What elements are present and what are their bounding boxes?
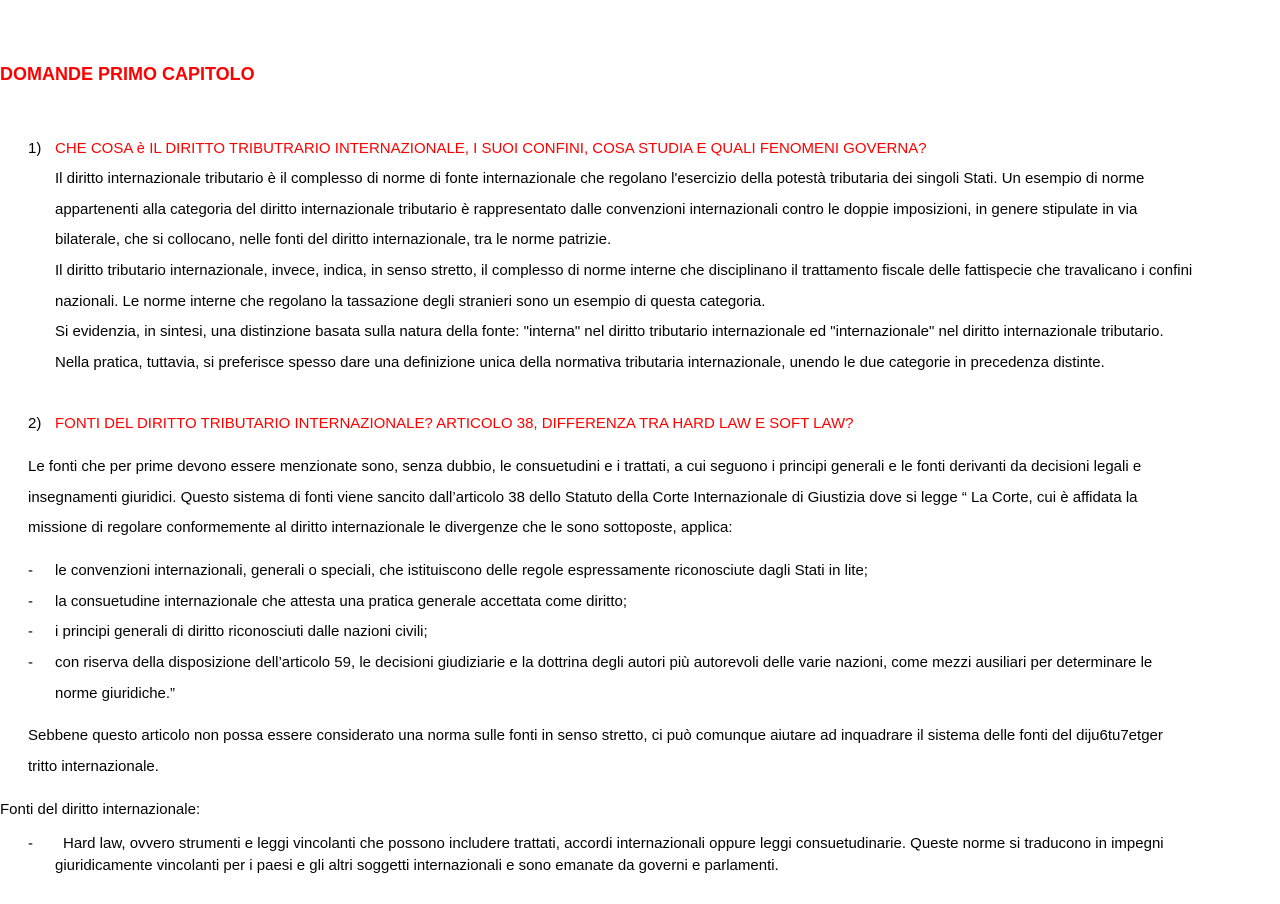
document-title: DOMANDE PRIMO CAPITOLO bbox=[0, 64, 255, 84]
list-item bbox=[28, 556, 1198, 587]
list-item bbox=[28, 833, 1200, 877]
answer-1-paragraph-2: Il diritto tributario internazionale, invece, indica, in senso stretto, il complesso di norme interne che disciplinano il trattamento fiscale delle fattispecie che travalicano i confini nazionali. Le norme interne che regolano la tassazione degli stranieri sono un esempio di questa categoria. bbox=[55, 262, 1193, 310]
fonti-heading: Fonti del diritto internazionale: bbox=[0, 801, 201, 818]
list-item-text: Hard law, ovvero strumenti e leggi vincolanti che possono includere trattati, accordi internazionali oppure leggi consuetudinarie. Queste norme si traducono in impegni giuridicamente vincolanti per i paesi e gli altri soggetti internazionali e sono emanate da governi e parlamenti. bbox=[55, 835, 1164, 874]
list-dash: - bbox=[28, 623, 33, 640]
list-dash: - bbox=[28, 654, 33, 671]
answer-2-intro: Le fonti che per prime devono essere menzionate sono, senza dubbio, le consuetudini e i trattati, a cui seguono i principi generali e le fonti derivanti da decisioni legali e insegnamenti giuridici. Questo sistema di fonti viene sancito dall’articolo 38 dello Statuto della Corte Internazionale di Giustizia dove si legge “ La Corte, cui è affidata la missione di regolare conformemente al diritto internazionale le divergenze che le sono sottoposte, applica: bbox=[28, 458, 1142, 537]
answer-1-paragraph-1: Il diritto internazionale tributario è il complesso di norme di fonte internazionale che regolano l'esercizio della potestà tributaria dei singoli Stati. Un esempio di norme appartenenti alla categoria del diritto internazionale tributario è rappresentato dalle convenzioni internazionali contro le doppie imposizioni, in genere stipulate in via bilaterale, che si collocano, nelle fonti del diritto internazionale, tra le norme patrizie. bbox=[55, 170, 1145, 249]
list-item-text: i principi generali di diritto riconosciuti dalle nazioni civili; bbox=[55, 623, 428, 640]
question-2 bbox=[28, 414, 853, 434]
answer-1-paragraph-3: Si evidenzia, in sintesi, una distinzione basata sulla natura della fonte: "interna" nel diritto tributario internazionale ed "internazionale" nel diritto internazionale tributario. Nella pratica, tuttavia, si preferisce spesso dare una definizione unica della normativa tributaria internazionale, unendo le due categorie in precedenza distinte. bbox=[55, 323, 1164, 371]
list-item bbox=[28, 587, 1198, 618]
list-item-text: la consuetudine internazionale che attesta una pratica generale accettata come diritto; bbox=[55, 593, 628, 610]
list-item bbox=[28, 617, 1198, 648]
list-dash: - bbox=[28, 593, 33, 610]
question-1 bbox=[28, 139, 927, 159]
list-dash: - bbox=[28, 562, 33, 579]
list-item-text: le convenzioni internazionali, generali o speciali, che istituiscono delle regole espressamente riconosciute dagli Stati in lite; bbox=[55, 562, 868, 579]
question-2-number: 2) bbox=[28, 415, 42, 432]
list-item bbox=[28, 648, 1198, 709]
answer-2-closing: Sebbene questo articolo non possa essere considerato una norma sulle fonti in senso stretto, ci può comunque aiutare ad inquadrare il sistema delle fonti del diju6tu7etger tritto internazionale. bbox=[28, 727, 1163, 775]
question-1-number: 1) bbox=[28, 140, 42, 157]
list-dash: - bbox=[28, 835, 33, 852]
question-2-text: FONTI DEL DIRITTO TRIBUTARIO INTERNAZIONALE? ARTICOLO 38, DIFFERENZA TRA HARD LAW E SOFT LAW? bbox=[55, 415, 854, 432]
list-item-text: con riserva della disposizione dell’articolo 59, le decisioni giudiziarie e la dottrina degli autori più autorevoli delle varie nazioni, come mezzi ausiliari per determinare le norme giuridiche.” bbox=[55, 654, 1153, 702]
question-1-text: CHE COSA è IL DIRITTO TRIBUTRARIO INTERNAZIONALE, I SUOI CONFINI, COSA STUDIA E QUALI FENOMENI GOVERNA? bbox=[55, 140, 927, 157]
